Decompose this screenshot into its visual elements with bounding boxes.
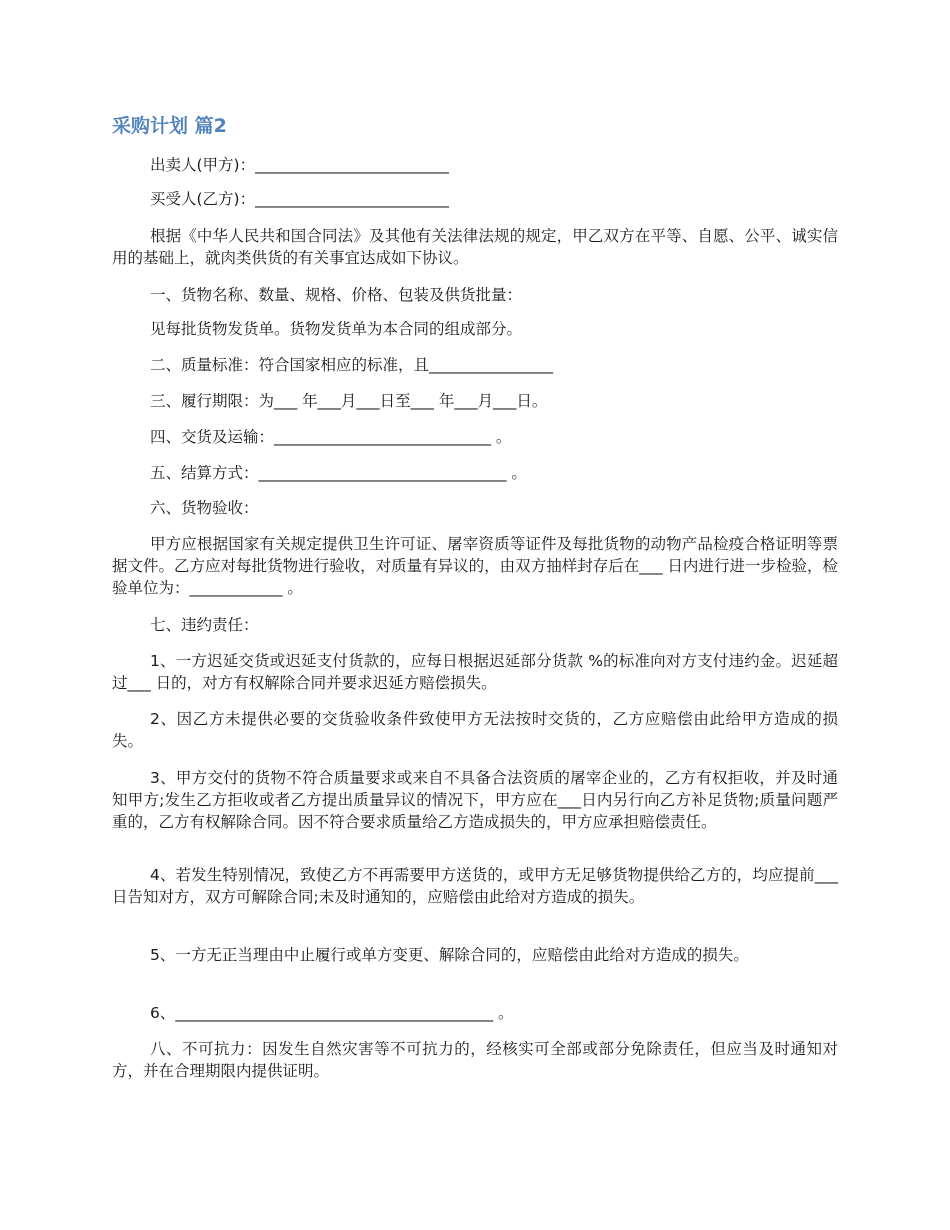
clause-1-body: 见每批货物发货单。货物发货单为本合同的组成部分。 [150, 320, 523, 338]
clause-2-quality: 二、质量标准：符合国家相应的标准，且________________ [150, 356, 554, 374]
seller-line: 出卖人(甲方)：_________________________ [150, 156, 449, 174]
clause-3-term: 三、履行期限：为___ 年___月___日至___ 年___月___日。 [150, 392, 548, 410]
preamble-paragraph: 根据《中华人民共和国合同法》及其他有关法律法规的规定，甲乙双方在平等、自愿、公平、诚实信用的基础上，就肉类供货的有关事宜达成如下协议。 [112, 227, 838, 267]
liability-item-2: 2、因乙方未提供必要的交货验收条件致使甲方无法按时交货的，乙方应赔偿由此给甲方造成的损失。 [112, 710, 838, 750]
liability-item-5: 5、一方无正当理由中止履行或单方变更、解除合同的，应赔偿由此给对方造成的损失。 [150, 946, 749, 964]
clause-8-force-majeure: 八、不可抗力：因发生自然灾害等不可抗力的，经核实可全部或部分免除责任，但应当及时通知对方，并在合理期限内提供证明。 [112, 1040, 838, 1080]
clause-4-delivery: 四、交货及运输：____________________________ 。 [150, 428, 512, 446]
clause-6-heading: 六、货物验收： [150, 499, 259, 517]
clause-6-body: 甲方应根据国家有关规定提供卫生许可证、屠宰资质等证件及每批货物的动物产品检疫合格证明等票据文件。乙方应对每批货物进行验收，对质量有异议的，由双方抽样封存后在___ 日内进行进一步检验，检验单位为：____________ 。 [112, 535, 838, 597]
liability-item-3: 3、甲方交付的货物不符合质量要求或来自不具备合法资质的屠宰企业的，乙方有权拒收，并及时通知甲方;发生乙方拒收或者乙方提出质量异议的情况下，甲方应在___日内另行向乙方补足货物;质量问题严重的，乙方有权解除合同。因不符合要求质量给乙方造成损失的，甲方应承担赔偿责任。 [112, 769, 838, 831]
liability-item-1: 1、一方迟延交货或迟延支付货款的，应每日根据迟延部分货款 %的标准向对方支付违约金。迟延超过___ 日的，对方有权解除合同并要求迟延方赔偿损失。 [112, 652, 838, 692]
clause-1-heading: 一、货物名称、数量、规格、价格、包装及供货批量： [150, 286, 523, 304]
liability-item-4: 4、若发生特别情况，致使乙方不再需要甲方送货的，或甲方无足够货物提供给乙方的，均应提前___ 日告知对方，双方可解除合同;未及时通知的，应赔偿由此给对方造成的损失。 [112, 866, 838, 906]
document-title: 采购计划 篇2 [112, 115, 227, 137]
clause-5-settlement: 五、结算方式：________________________________ 。 [150, 464, 527, 482]
clause-7-heading: 七、违约责任： [150, 616, 259, 634]
liability-item-6: 6、_________________________________________ 。 [150, 1004, 514, 1022]
buyer-line: 买受人(乙方)：_________________________ [150, 190, 449, 208]
